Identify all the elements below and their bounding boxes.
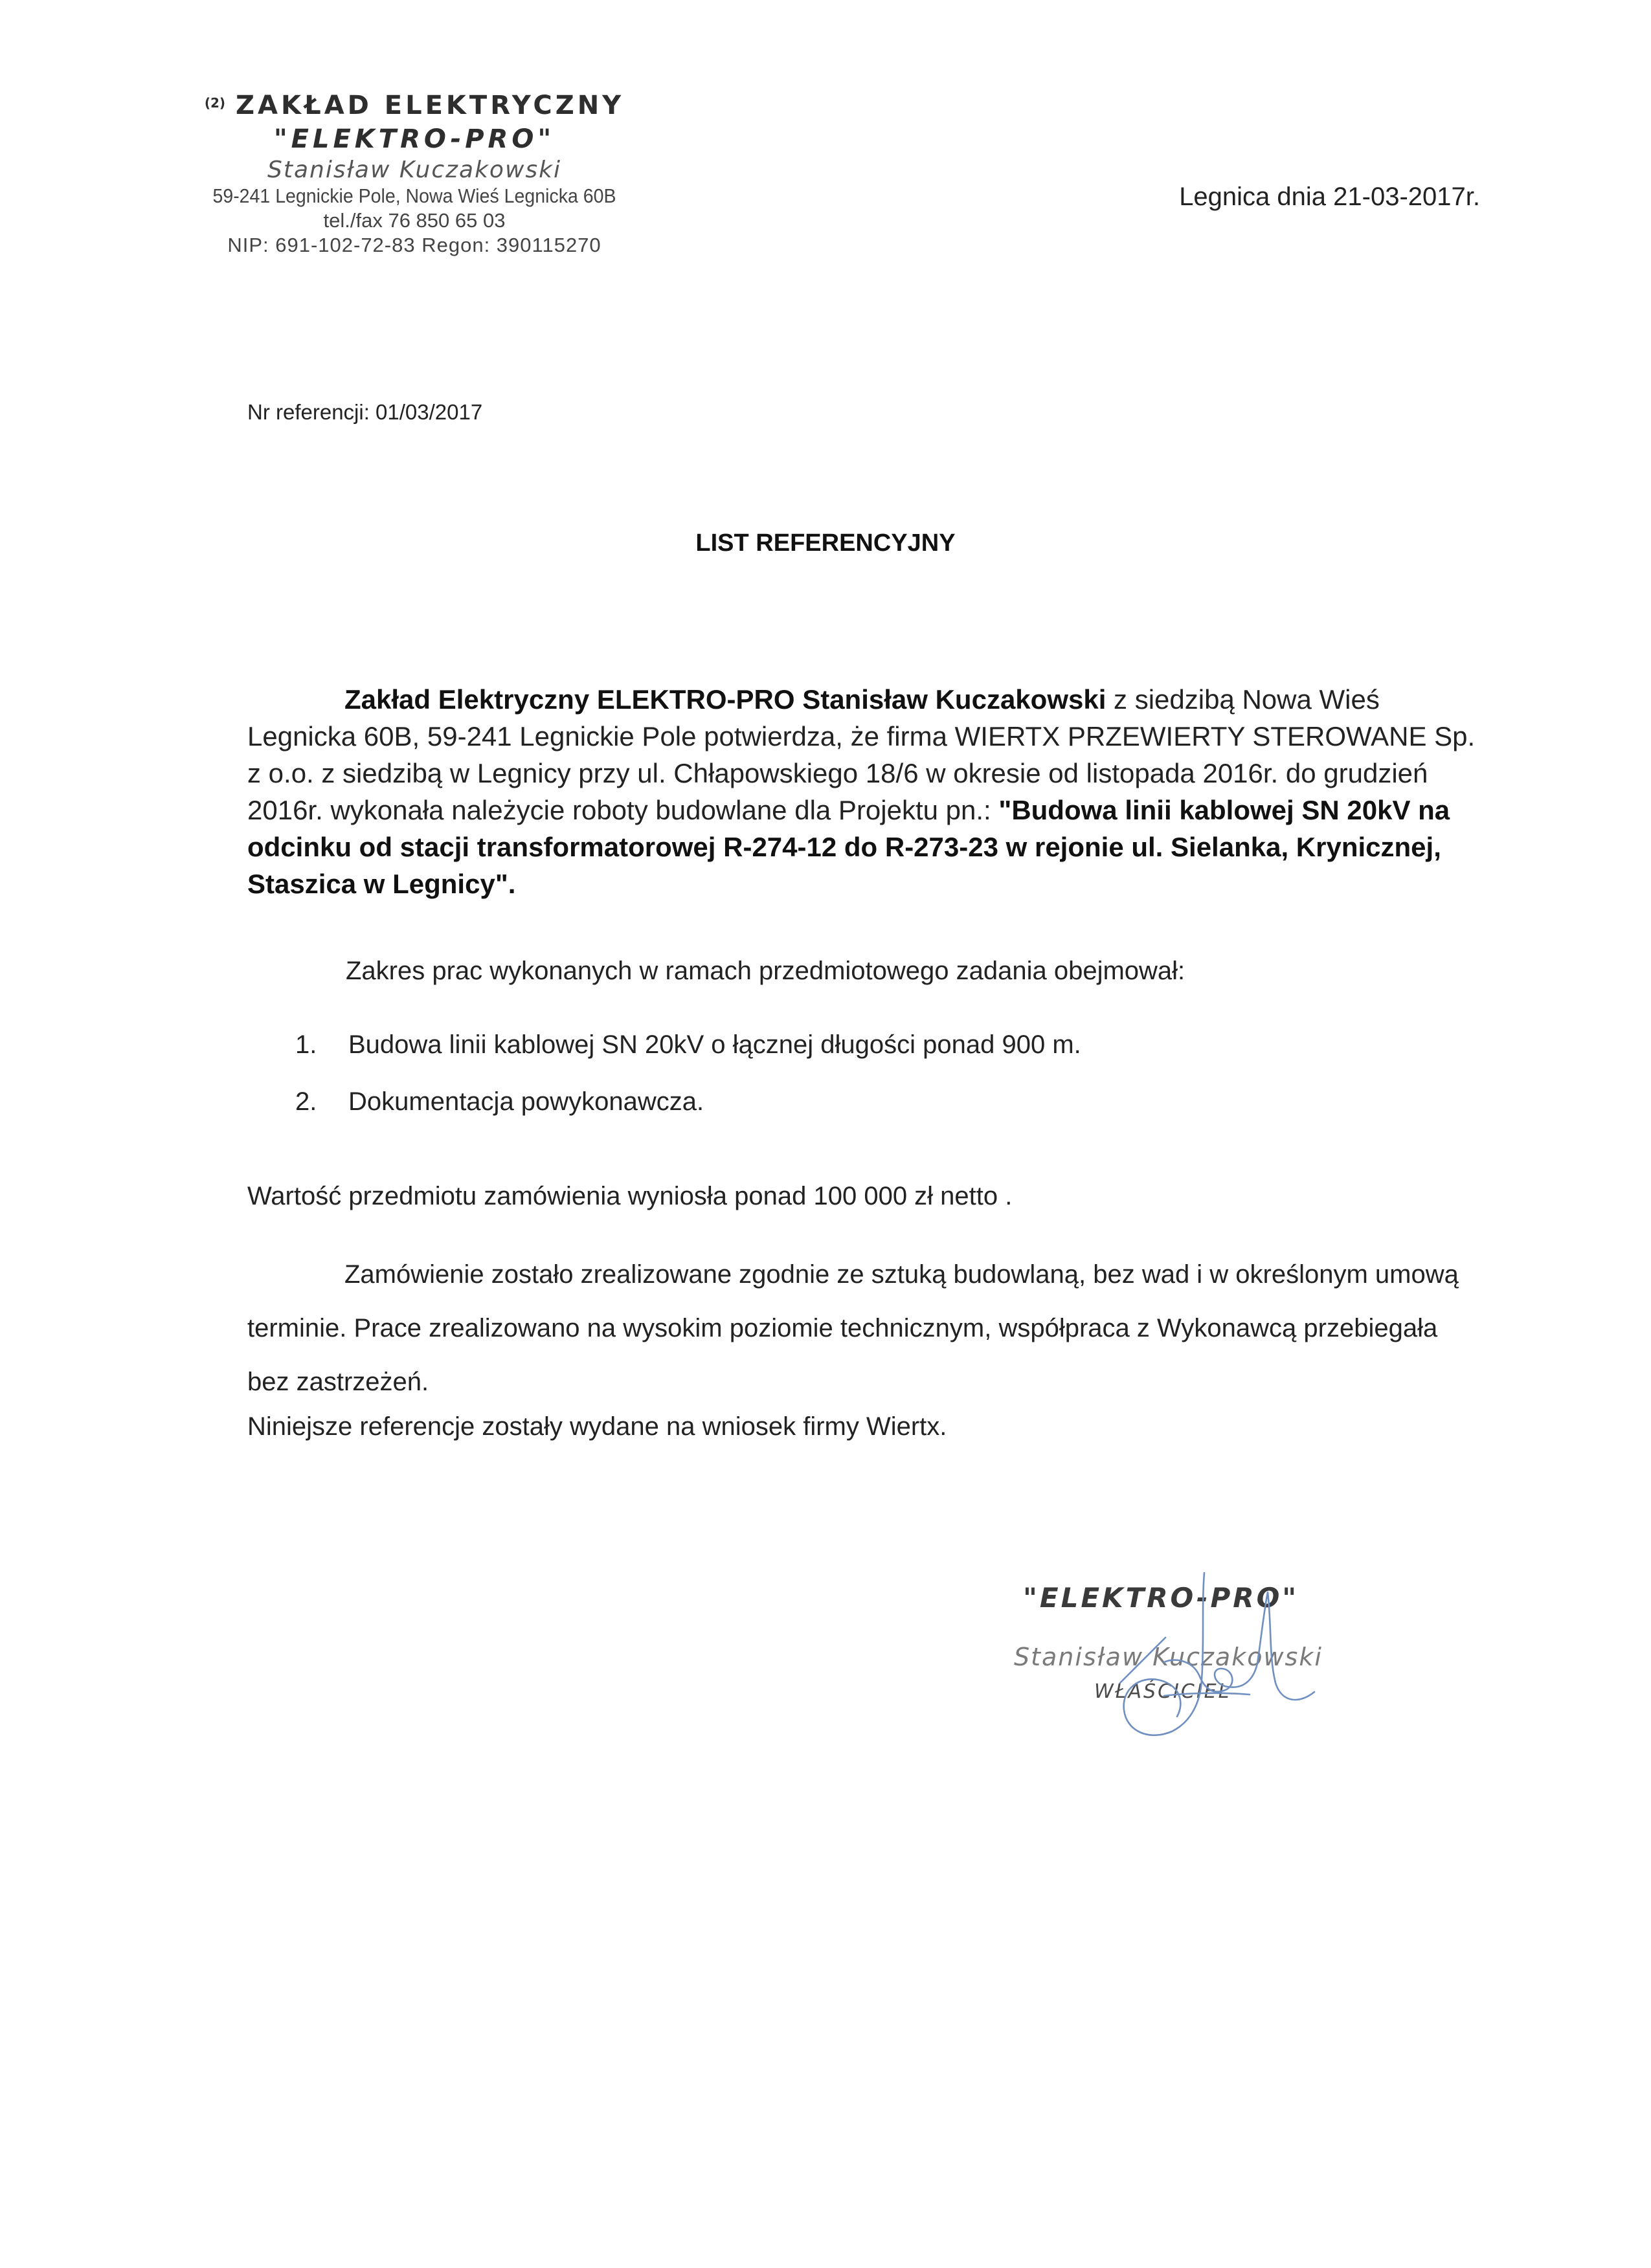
stamp-address: 59-241 Legnickie Pole, Nowa Wieś Legnicka 60B <box>212 184 616 207</box>
issuer-company-name: Zakład Elektryczny ELEKTRO-PRO Stanisław Kuczakowski <box>344 684 1106 715</box>
reference-number: Nr referencji: 01/03/2017 <box>247 400 483 424</box>
paragraph-assessment <box>247 1248 1477 1409</box>
signature-stamp-brand: "ELEKTRO-PRO" <box>1023 1582 1299 1614</box>
paragraph-confirmation-text: z siedzibą Nowa Wieś Legnicka 60B, 59-241 Legnickie Pole potwierdza, że firma WIERTX PRZEWIERTY STEROWANE Sp. z o.o. z siedzibą w Legnicy przy ul. Chłapowskiego 18/6 w okresie od listopada 2016r. do grudzień 2016r. wykonała należycie roboty budowlane dla Projektu pn.: <box>247 684 1476 825</box>
signature-stamp <box>1010 1566 1347 1735</box>
paragraph-confirmation <box>247 681 1477 902</box>
project-name: "Budowa linii kablowej SN 20kV na odcinku od stacji transformatorowej R-274-12 do R-273-23 w rejonie ul. Sielanka, Krynicznej, Staszica w Legnicy". <box>247 795 1450 899</box>
stamp-owner: Stanisław Kuczakowski <box>267 157 561 183</box>
stamp-brand: "ELEKTRO-PRO" <box>273 124 556 154</box>
list-item-number: 2. <box>295 1087 317 1116</box>
handwritten-signature <box>1010 1566 1347 1761</box>
letter-date: Legnica dnia 21-03-2017r. <box>1179 183 1480 211</box>
scope-intro: Zakres prac wykonanych w ramach przedmiotowego zadania obejmował: <box>346 957 1185 985</box>
page-title: LIST REFERENCYJNY <box>695 529 956 557</box>
stamp-number: (2) <box>204 95 226 111</box>
signature-stamp-role: WŁAŚCICIEL <box>1094 1680 1231 1703</box>
stamp-company-line <box>155 91 673 120</box>
stamp-ids: NIP: 691-102-72-83 Regon: 390115270 <box>227 234 601 256</box>
closing-statement: Niniejsze referencje zostały wydane na wniosek firmy Wiertx. <box>247 1412 947 1441</box>
paragraph-assessment-text: Zamówienie zostało zrealizowane zgodnie ze sztuką budowlaną, bez wad i w określonym umową terminie. Prace zrealizowano na wysokim poziomie technicznym, współpraca z Wykonawcą przebiegała bez zastrzeżeń. <box>247 1260 1459 1396</box>
list-item-number: 1. <box>295 1030 317 1059</box>
list-item-text: Budowa linii kablowej SN 20kV o łącznej długości ponad 900 m. <box>348 1030 1081 1059</box>
company-stamp <box>155 91 673 257</box>
stamp-phone: tel./fax 76 850 65 03 <box>323 209 506 232</box>
signature-stamp-name: Stanisław Kuczakowski <box>1014 1643 1323 1671</box>
stamp-company-name: ZAKŁAD ELEKTRYCZNY <box>236 91 625 120</box>
contract-value: Wartość przedmiotu zamówienia wyniosła ponad 100 000 zł netto . <box>247 1182 1013 1210</box>
list-item-text: Dokumentacja powykonawcza. <box>348 1087 704 1116</box>
